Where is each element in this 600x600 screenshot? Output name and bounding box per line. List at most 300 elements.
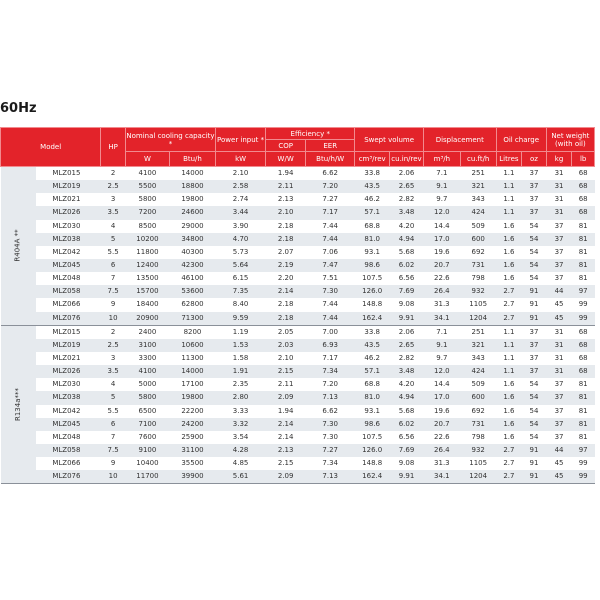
value-cell: 1.1	[496, 193, 522, 206]
value-cell: 93.1	[355, 405, 390, 418]
value-cell: 3.90	[216, 220, 266, 233]
value-cell: 98.6	[355, 418, 390, 431]
value-cell: 54	[522, 378, 547, 391]
header-unit: Btu/h	[169, 152, 215, 167]
model-cell: MLZ030	[36, 378, 101, 391]
value-cell: 46100	[169, 272, 215, 285]
value-cell: 932	[460, 285, 496, 298]
value-cell: 1.58	[216, 352, 266, 365]
value-cell: 2.65	[390, 180, 424, 193]
value-cell: 3.48	[390, 365, 424, 378]
value-cell: 2.15	[266, 457, 306, 470]
header-unit: kg	[546, 152, 572, 167]
value-cell: 1.6	[496, 220, 522, 233]
value-cell: 54	[522, 259, 547, 272]
value-cell: 2.15	[266, 365, 306, 378]
value-cell: 7.1	[423, 167, 460, 181]
value-cell: 81	[572, 405, 595, 418]
value-cell: 3.5	[101, 206, 126, 219]
value-cell: 9	[101, 298, 126, 311]
value-cell: 798	[460, 431, 496, 444]
table-row	[1, 312, 595, 326]
value-cell: 37	[546, 272, 572, 285]
value-cell: 7	[101, 431, 126, 444]
value-cell: 7.51	[306, 272, 355, 285]
value-cell: 8.40	[216, 298, 266, 311]
value-cell: 600	[460, 391, 496, 404]
value-cell: 3.48	[390, 206, 424, 219]
value-cell: 7.5	[101, 444, 126, 457]
value-cell: 2	[101, 167, 126, 181]
value-cell: 9.1	[423, 180, 460, 193]
header-displacement: Displacement	[423, 128, 496, 152]
value-cell: 2.7	[496, 312, 522, 326]
value-cell: 46.2	[355, 352, 390, 365]
model-cell: MLZ076	[36, 312, 101, 326]
value-cell: 798	[460, 272, 496, 285]
model-cell: MLZ042	[36, 246, 101, 259]
value-cell: 1105	[460, 457, 496, 470]
value-cell: 6.62	[306, 405, 355, 418]
value-cell: 7.30	[306, 418, 355, 431]
value-cell: 2.14	[266, 285, 306, 298]
value-cell: 14000	[169, 365, 215, 378]
value-cell: 37	[522, 206, 547, 219]
value-cell: 11300	[169, 352, 215, 365]
model-cell: MLZ026	[36, 206, 101, 219]
value-cell: 3.33	[216, 405, 266, 418]
model-cell: MLZ021	[36, 193, 101, 206]
value-cell: 12.0	[423, 365, 460, 378]
value-cell: 1.1	[496, 180, 522, 193]
value-cell: 10	[101, 470, 126, 484]
value-cell: 5.68	[390, 405, 424, 418]
value-cell: 2.06	[390, 325, 424, 339]
value-cell: 11700	[125, 470, 169, 484]
value-cell: 31100	[169, 444, 215, 457]
value-cell: 99	[572, 298, 595, 311]
value-cell: 42300	[169, 259, 215, 272]
value-cell: 37	[546, 418, 572, 431]
header-eer: EER	[306, 140, 355, 152]
value-cell: 68	[572, 167, 595, 181]
value-cell: 600	[460, 233, 496, 246]
value-cell: 5	[101, 391, 126, 404]
table-row	[1, 180, 595, 193]
value-cell: 7.00	[306, 325, 355, 339]
value-cell: 10200	[125, 233, 169, 246]
value-cell: 37	[546, 220, 572, 233]
frequency-title: 60Hz	[0, 101, 37, 116]
model-cell: MLZ026	[36, 365, 101, 378]
value-cell: 6	[101, 259, 126, 272]
value-cell: 54	[522, 418, 547, 431]
table-row	[1, 365, 595, 378]
value-cell: 4.20	[390, 378, 424, 391]
value-cell: 29000	[169, 220, 215, 233]
value-cell: 4	[101, 220, 126, 233]
value-cell: 2.10	[266, 352, 306, 365]
value-cell: 3.32	[216, 418, 266, 431]
value-cell: 2.10	[216, 167, 266, 181]
value-cell: 3300	[125, 352, 169, 365]
value-cell: 14000	[169, 167, 215, 181]
value-cell: 1.6	[496, 259, 522, 272]
value-cell: 2.58	[216, 180, 266, 193]
value-cell: 31	[546, 180, 572, 193]
value-cell: 2.7	[496, 298, 522, 311]
value-cell: 1.91	[216, 365, 266, 378]
value-cell: 7.5	[101, 285, 126, 298]
model-cell: MLZ030	[36, 220, 101, 233]
value-cell: 7.47	[306, 259, 355, 272]
value-cell: 19800	[169, 391, 215, 404]
table-row	[1, 431, 595, 444]
value-cell: 1.6	[496, 246, 522, 259]
header-cooling-capacity: Nominal cooling capacity *	[125, 128, 215, 152]
value-cell: 20.7	[423, 418, 460, 431]
model-cell: MLZ066	[36, 457, 101, 470]
value-cell: 2.5	[101, 339, 126, 352]
table-row	[1, 339, 595, 352]
value-cell: 34.1	[423, 312, 460, 326]
value-cell: 37	[522, 352, 547, 365]
value-cell: 91	[522, 298, 547, 311]
header-hp: HP	[101, 128, 126, 167]
value-cell: 7.30	[306, 285, 355, 298]
value-cell: 35500	[169, 457, 215, 470]
model-cell: MLZ015	[36, 167, 101, 181]
model-cell: MLZ038	[36, 233, 101, 246]
value-cell: 4.85	[216, 457, 266, 470]
value-cell: 7.44	[306, 312, 355, 326]
value-cell: 1.1	[496, 325, 522, 339]
model-cell: MLZ058	[36, 285, 101, 298]
value-cell: 2.74	[216, 193, 266, 206]
value-cell: 31	[546, 167, 572, 181]
value-cell: 44	[546, 285, 572, 298]
value-cell: 20.7	[423, 259, 460, 272]
value-cell: 9.91	[390, 470, 424, 484]
value-cell: 7.34	[306, 457, 355, 470]
compressor-spec-table	[0, 127, 595, 484]
model-cell: MLZ048	[36, 272, 101, 285]
value-cell: 13500	[125, 272, 169, 285]
value-cell: 9100	[125, 444, 169, 457]
value-cell: 4.94	[390, 391, 424, 404]
value-cell: 91	[522, 312, 547, 326]
value-cell: 126.0	[355, 285, 390, 298]
header-unit: kW	[216, 152, 266, 167]
model-cell: MLZ076	[36, 470, 101, 484]
value-cell: 99	[572, 312, 595, 326]
value-cell: 7.69	[390, 444, 424, 457]
value-cell: 98.6	[355, 259, 390, 272]
value-cell: 4100	[125, 167, 169, 181]
value-cell: 3	[101, 193, 126, 206]
value-cell: 148.8	[355, 298, 390, 311]
value-cell: 14.4	[423, 220, 460, 233]
value-cell: 81	[572, 378, 595, 391]
value-cell: 6500	[125, 405, 169, 418]
model-cell: MLZ019	[36, 180, 101, 193]
table-row	[1, 418, 595, 431]
model-cell: MLZ048	[36, 431, 101, 444]
value-cell: 18800	[169, 180, 215, 193]
value-cell: 68	[572, 180, 595, 193]
value-cell: 24600	[169, 206, 215, 219]
value-cell: 57.1	[355, 206, 390, 219]
value-cell: 6	[101, 418, 126, 431]
value-cell: 45	[546, 312, 572, 326]
value-cell: 37	[522, 325, 547, 339]
value-cell: 11800	[125, 246, 169, 259]
value-cell: 2.65	[390, 339, 424, 352]
value-cell: 2.11	[266, 180, 306, 193]
value-cell: 81	[572, 233, 595, 246]
table-row	[1, 352, 595, 365]
table-row	[1, 285, 595, 298]
value-cell: 62800	[169, 298, 215, 311]
value-cell: 8500	[125, 220, 169, 233]
value-cell: 7.13	[306, 391, 355, 404]
value-cell: 7.69	[390, 285, 424, 298]
value-cell: 33.8	[355, 325, 390, 339]
value-cell: 2.11	[266, 378, 306, 391]
value-cell: 1.1	[496, 352, 522, 365]
value-cell: 2.35	[216, 378, 266, 391]
value-cell: 93.1	[355, 246, 390, 259]
value-cell: 8200	[169, 325, 215, 339]
value-cell: 2.05	[266, 325, 306, 339]
value-cell: 2.7	[496, 457, 522, 470]
value-cell: 6.62	[306, 167, 355, 181]
value-cell: 7.17	[306, 352, 355, 365]
value-cell: 251	[460, 167, 496, 181]
value-cell: 9	[101, 457, 126, 470]
value-cell: 2.14	[266, 431, 306, 444]
table-row	[1, 444, 595, 457]
header-swept-volume: Swept volume	[355, 128, 424, 152]
value-cell: 26.4	[423, 444, 460, 457]
value-cell: 37	[522, 180, 547, 193]
value-cell: 31	[546, 206, 572, 219]
value-cell: 1.94	[266, 167, 306, 181]
value-cell: 33.8	[355, 167, 390, 181]
value-cell: 107.5	[355, 431, 390, 444]
value-cell: 2.14	[266, 418, 306, 431]
value-cell: 9.7	[423, 193, 460, 206]
value-cell: 2.82	[390, 193, 424, 206]
header-unit: cu.in/rev	[390, 152, 424, 167]
header-oil-charge: Oil charge	[496, 128, 546, 152]
value-cell: 31	[546, 352, 572, 365]
value-cell: 81.0	[355, 233, 390, 246]
value-cell: 7	[101, 272, 126, 285]
value-cell: 7.34	[306, 365, 355, 378]
value-cell: 15700	[125, 285, 169, 298]
value-cell: 54	[522, 431, 547, 444]
value-cell: 17100	[169, 378, 215, 391]
value-cell: 31	[546, 365, 572, 378]
value-cell: 509	[460, 220, 496, 233]
table-row	[1, 391, 595, 404]
value-cell: 2400	[125, 325, 169, 339]
value-cell: 9.08	[390, 457, 424, 470]
value-cell: 10	[101, 312, 126, 326]
value-cell: 1204	[460, 470, 496, 484]
value-cell: 7.30	[306, 431, 355, 444]
value-cell: 25900	[169, 431, 215, 444]
value-cell: 5000	[125, 378, 169, 391]
value-cell: 68	[572, 339, 595, 352]
value-cell: 731	[460, 418, 496, 431]
value-cell: 1.6	[496, 431, 522, 444]
value-cell: 1.6	[496, 418, 522, 431]
value-cell: 53600	[169, 285, 215, 298]
table-row	[1, 325, 595, 339]
header-unit: m³/h	[423, 152, 460, 167]
value-cell: 37	[522, 365, 547, 378]
value-cell: 43.5	[355, 339, 390, 352]
value-cell: 2.18	[266, 220, 306, 233]
model-cell: MLZ045	[36, 259, 101, 272]
value-cell: 1.1	[496, 365, 522, 378]
value-cell: 81	[572, 418, 595, 431]
value-cell: 81.0	[355, 391, 390, 404]
value-cell: 692	[460, 246, 496, 259]
value-cell: 10400	[125, 457, 169, 470]
value-cell: 39900	[169, 470, 215, 484]
model-cell: MLZ021	[36, 352, 101, 365]
value-cell: 31	[546, 339, 572, 352]
value-cell: 54	[522, 405, 547, 418]
value-cell: 43.5	[355, 180, 390, 193]
value-cell: 54	[522, 246, 547, 259]
value-cell: 3100	[125, 339, 169, 352]
value-cell: 81	[572, 220, 595, 233]
value-cell: 1.19	[216, 325, 266, 339]
value-cell: 9.91	[390, 312, 424, 326]
value-cell: 2.18	[266, 298, 306, 311]
value-cell: 7.06	[306, 246, 355, 259]
value-cell: 24200	[169, 418, 215, 431]
value-cell: 19800	[169, 193, 215, 206]
value-cell: 37	[546, 391, 572, 404]
value-cell: 34.1	[423, 470, 460, 484]
table-row	[1, 206, 595, 219]
value-cell: 81	[572, 259, 595, 272]
value-cell: 91	[522, 285, 547, 298]
value-cell: 5.5	[101, 405, 126, 418]
table-row	[1, 193, 595, 206]
table-row	[1, 470, 595, 484]
value-cell: 37	[522, 193, 547, 206]
header-unit: Litres	[496, 152, 522, 167]
value-cell: 4	[101, 378, 126, 391]
value-cell: 2.18	[266, 312, 306, 326]
value-cell: 7.35	[216, 285, 266, 298]
value-cell: 4.20	[390, 220, 424, 233]
model-cell: MLZ058	[36, 444, 101, 457]
value-cell: 1.6	[496, 233, 522, 246]
value-cell: 2.13	[266, 193, 306, 206]
value-cell: 1.1	[496, 167, 522, 181]
value-cell: 37	[546, 246, 572, 259]
table-row	[1, 272, 595, 285]
value-cell: 2.09	[266, 470, 306, 484]
value-cell: 19.6	[423, 246, 460, 259]
value-cell: 10600	[169, 339, 215, 352]
value-cell: 54	[522, 391, 547, 404]
value-cell: 4.70	[216, 233, 266, 246]
value-cell: 2.03	[266, 339, 306, 352]
value-cell: 2	[101, 325, 126, 339]
value-cell: 99	[572, 457, 595, 470]
value-cell: 4.94	[390, 233, 424, 246]
value-cell: 81	[572, 391, 595, 404]
value-cell: 4100	[125, 365, 169, 378]
header-net-weight: Net weight (with oil)	[546, 128, 594, 152]
value-cell: 2.07	[266, 246, 306, 259]
value-cell: 731	[460, 259, 496, 272]
value-cell: 932	[460, 444, 496, 457]
value-cell: 68.8	[355, 220, 390, 233]
value-cell: 17.0	[423, 233, 460, 246]
header-model: Model	[1, 128, 101, 167]
table-row	[1, 378, 595, 391]
value-cell: 3.54	[216, 431, 266, 444]
value-cell: 99	[572, 470, 595, 484]
value-cell: 321	[460, 180, 496, 193]
value-cell: 5800	[125, 193, 169, 206]
value-cell: 148.8	[355, 457, 390, 470]
value-cell: 6.56	[390, 272, 424, 285]
value-cell: 6.02	[390, 259, 424, 272]
value-cell: 68	[572, 193, 595, 206]
header-unit: cm³/rev	[355, 152, 390, 167]
value-cell: 343	[460, 193, 496, 206]
value-cell: 81	[572, 246, 595, 259]
value-cell: 6.15	[216, 272, 266, 285]
value-cell: 2.13	[266, 444, 306, 457]
header-unit: oz	[522, 152, 547, 167]
value-cell: 7.27	[306, 444, 355, 457]
value-cell: 1.94	[266, 405, 306, 418]
value-cell: 1.6	[496, 272, 522, 285]
value-cell: 22.6	[423, 272, 460, 285]
value-cell: 54	[522, 220, 547, 233]
value-cell: 5.73	[216, 246, 266, 259]
value-cell: 3.44	[216, 206, 266, 219]
value-cell: 1.1	[496, 206, 522, 219]
value-cell: 22200	[169, 405, 215, 418]
value-cell: 7100	[125, 418, 169, 431]
value-cell: 2.19	[266, 259, 306, 272]
value-cell: 18400	[125, 298, 169, 311]
value-cell: 7.27	[306, 193, 355, 206]
model-cell: MLZ019	[36, 339, 101, 352]
value-cell: 7.1	[423, 325, 460, 339]
value-cell: 12400	[125, 259, 169, 272]
value-cell: 14.4	[423, 378, 460, 391]
value-cell: 5.5	[101, 246, 126, 259]
value-cell: 7.17	[306, 206, 355, 219]
value-cell: 9.1	[423, 339, 460, 352]
value-cell: 692	[460, 405, 496, 418]
value-cell: 37	[546, 378, 572, 391]
table-row	[1, 167, 595, 181]
